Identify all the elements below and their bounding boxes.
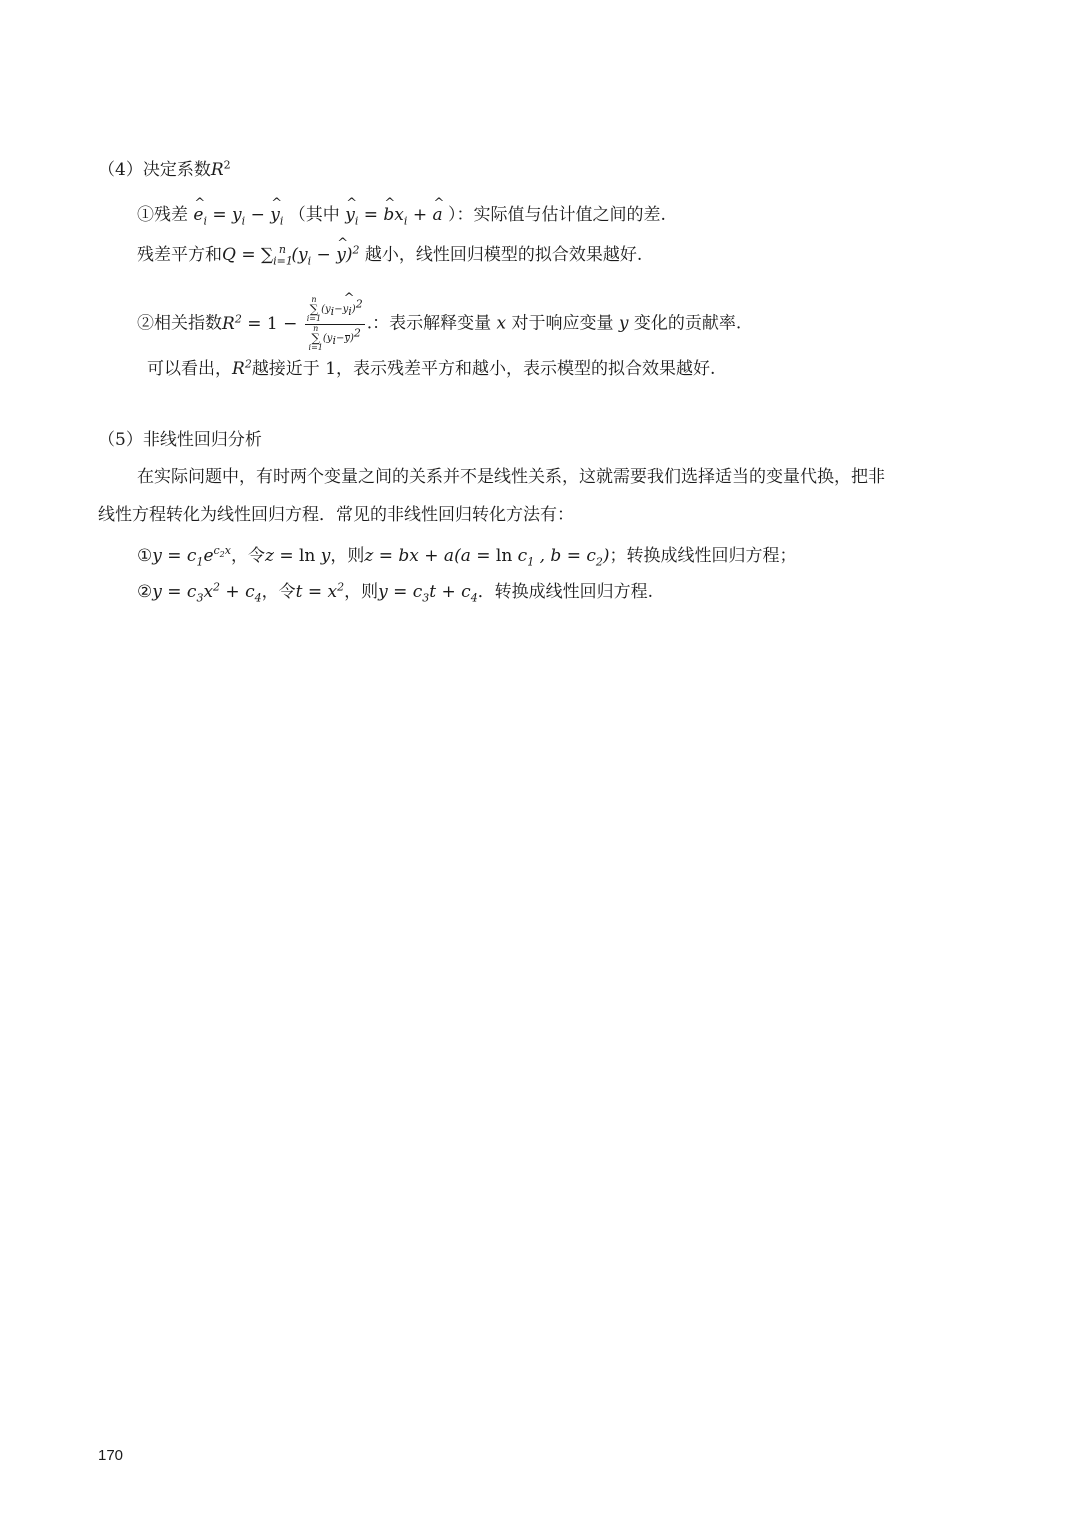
- correlation-index-line: ②相关指数$R^2 = 1$ − n ∑ i=1 ($y_i-\^{}$ $y_i)^2$ n ∑ i=1 $(y_i-y)^2$ .：表示解释变量 x 对于响应变量 y 变化的贡献率.: [137, 296, 741, 352]
- section-4-heading: （4）决定系数$R^2$: [98, 158, 231, 180]
- section-5-paragraph-line-2: 线性方程转化为线性回归方程．常见的非线性回归转化方法有：: [98, 505, 574, 525]
- residual-definition: ①残差 ^ $e_i = y_i$ − ^ $y_i$ （其中 ^ $y_i$ = ^ $bx_i$ + ^ a ）：实际值与估计值之间的差.: [137, 203, 666, 227]
- residual-formula: ^ $e_i = y_i$ − ^ $y_i$: [193, 205, 283, 225]
- section-5-paragraph-line-1: 在实际问题中，有时两个变量之间的关系并不是线性关系，这就需要我们选择适当的变量代换，把非: [137, 467, 885, 487]
- section-5-heading: （5）非线性回归分析: [98, 430, 262, 450]
- rss-line: 残差平方和$Q = \sum_{i=1}^n$ ($y_i$ − ^ y)$^2$ 越小，线性回归模型的拟合效果越好.: [137, 243, 642, 267]
- page-number: 170: [98, 1447, 124, 1464]
- regression-formula: ^ $y_i$ = ^ $bx_i$ + ^ a: [345, 205, 442, 225]
- r-squared-conclusion: 可以看出，$R^2$越接近于 1，表示残差平方和越小，表示模型的拟合效果越好.: [147, 357, 716, 379]
- method-1: ①y = $c_1e^{c_2x}$，令z = ln y，则z = bx + $a(a = \ln c_1$ , $b = c_2$)；转换成线性回归方程；: [137, 544, 797, 569]
- r-squared-formula: $R^2 = 1$ − n ∑ i=1 ($y_i-\^{}$ $y_i)^2$ n ∑ i=1 $(y_i-y)^2$: [222, 314, 367, 334]
- method-2: ②y = $c_3x^2 + c_4$，令$t = x^2$，则$y = c_3t + c_4$．转换成线性回归方程.: [137, 580, 654, 605]
- rss-formula: $Q = \sum_{i=1}^n$ ($y_i$ − ^ y)$^2$: [222, 245, 359, 265]
- r-squared-fraction: n ∑ i=1 ($y_i-\^{}$ $y_i)^2$ n ∑ i=1 $(y_i-y)^2$: [305, 296, 365, 352]
